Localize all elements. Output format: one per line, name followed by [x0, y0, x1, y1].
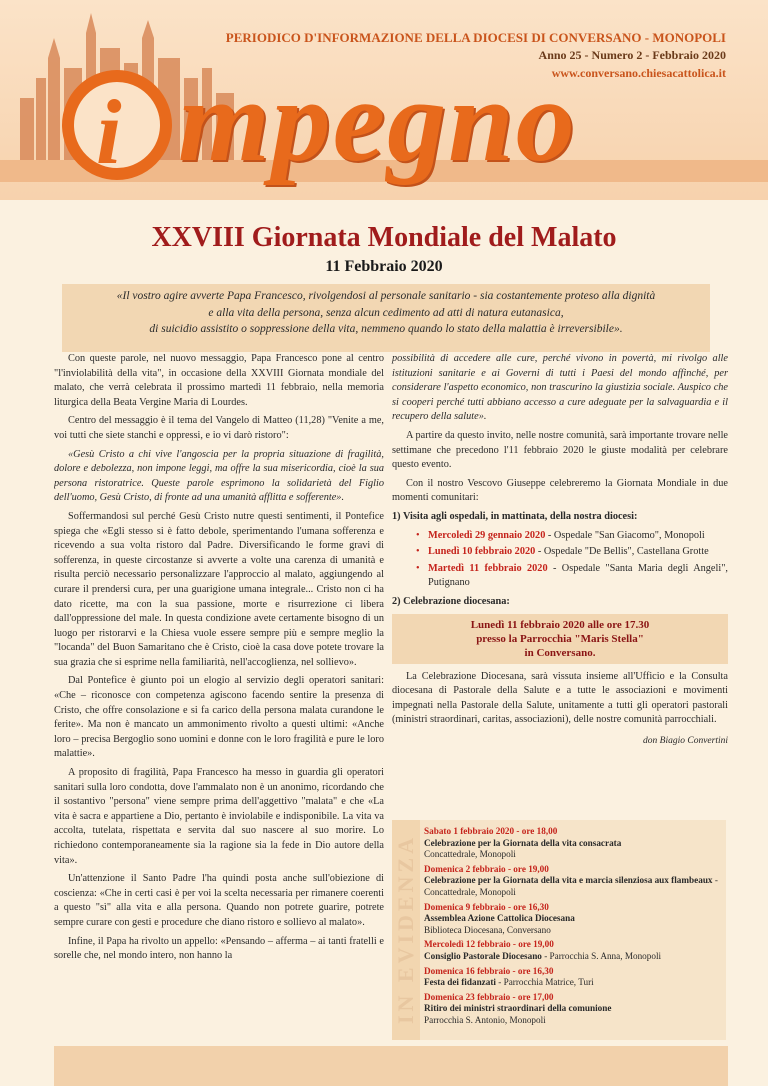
paragraph: Soffermandosi sul perché Gesù Cristo nutre questi sentimenti, il Pontefice spiega che «Egli stesso si è fatto debole, sperimentando l'umana sofferenza e ricevendo a sua volta ristoro dal Padre. Diversificando le forme gravi di sofferenza, in queste circostanze si avverte a volte una carenza di umanità e risulta perciò necessario personalizzare l'approccio al malato, aggiungendo al curare il prendersi cura, per una guarigione umana integrale... Cristo non ci ha dato ricette, ma con la sua passione, morte e risurrezione ci libera dall'oppressione del male. In questa condizione avete certamente bisogno di un luogo per ristorarvi e la Chiesa vuole essere sempre più e sempre meglio la "locanda" del Buon Samaritano che è Cristo, cioè la casa dove potete trovare la sua grazia che si esprime nella familiarità, nell'accoglienza, nel sollievo». — [54, 510, 384, 668]
visit-date: Mercoledì 29 gennaio 2020 — [428, 529, 546, 541]
in-evidenza-box — [392, 820, 726, 1040]
website-link[interactable]: www.conversano.chiesacattolica.it — [551, 66, 726, 80]
footer-band — [54, 1046, 728, 1086]
pull-quote — [62, 284, 710, 352]
event-item — [424, 864, 722, 899]
event-date: Sabato 1 febbraio 2020 - ore 18,00 — [424, 826, 558, 836]
celebration-line: Lunedì 11 febbraio 2020 alle ore 17.30 — [470, 618, 650, 631]
event-title: Festa dei fidanzati — [424, 977, 496, 988]
event-place: - Parrocchia S. Anna, Monopoli — [541, 950, 662, 961]
list-item — [392, 529, 728, 544]
author-signature: don Biagio Convertini — [643, 735, 728, 746]
quote-line: di suicidio assistito o soppressione della vita, nemmeno quando lo stato della malattia è irreversibile». — [149, 323, 623, 335]
right-column — [392, 352, 728, 748]
celebration-box — [392, 614, 728, 664]
event-title: Celebrazione per la Giornata della vita consacrata — [424, 837, 622, 848]
event-date: Domenica 16 febbraio - ore 16,30 — [424, 965, 554, 976]
event-place: - Parrocchia Matrice, Turi — [495, 977, 594, 988]
event-title: Assemblea Azione Cattolica Diocesana — [424, 913, 575, 924]
event-date: Domenica 23 febbraio - ore 17,00 — [424, 991, 554, 1002]
event-date: Domenica 9 febbraio - ore 16,30 — [424, 901, 549, 912]
event-title: Consiglio Pastorale Diocesano — [424, 950, 542, 961]
celebration-line: presso la Parrocchia "Maris Stella" — [476, 632, 644, 645]
list-item — [392, 562, 728, 591]
visit-place: - Ospedale "Santa Maria degli Angeli", Putignano — [428, 562, 728, 589]
paragraph: Infine, il Papa ha rivolto un appello: «Pensando – afferma – ai tanti fratelli e sorelle che, nel mondo intero, non hanno la — [54, 935, 384, 962]
left-column — [54, 352, 384, 1042]
event-date: Mercoledì 12 febbraio - ore 19,00 — [424, 939, 554, 950]
paragraph: Dal Pontefice è giunto poi un elogio al servizio degli operatori sanitari: «Che – riconosce con competenza agiscono facendo sentire la presenza di Cristo, che offre consolazione e si fa carico della persona malata curandone le ferite». Ma non è mancato un ammonimento rivolto a questi ultimi: «Anche loro – precisa Bergoglio sono uomini e donne con le loro fragilità e pure le loro malattie». — [54, 675, 384, 760]
celebration-heading: 2) Celebrazione diocesana: — [392, 595, 510, 607]
logo-letter: i — [96, 81, 122, 183]
event-item — [424, 966, 722, 989]
event-item — [424, 902, 722, 937]
event-place: - Concattedrale, Monopoli — [424, 875, 718, 897]
event-title: Celebrazione per la Giornata della vita e marcia silenziosa aux flambeaux — [424, 875, 713, 886]
periodical-subtitle: PERIODICO D'INFORMAZIONE DELLA DIOCESI DI CONVERSANO - MONOPOLI — [225, 30, 726, 45]
paragraph: Con queste parole, nel nuovo messaggio, Papa Francesco pone al centro "l'inviolabilità della vita", in occasione della XXVIII Giornata mondiale del malato, che verrà celebrata il prossimo martedì 11 febbraio, nella memoria liturgica della Beata Vergine Maria di Lourdes. — [54, 353, 384, 408]
hospital-visits-list — [392, 529, 728, 591]
visit-date: Lunedì 10 febbraio 2020 — [428, 546, 536, 558]
visit-place: - Ospedale "San Giacomo", Monopoli — [545, 529, 705, 541]
event-title: Ritiro dei ministri straordinari della comunione — [424, 1003, 612, 1014]
visit-place: - Ospedale "De Bellis", Castellana Grotte — [535, 546, 709, 558]
list-item — [392, 545, 728, 560]
paragraph: Centro del messaggio è il tema del Vangelo di Matteo (11,28) "Venite a me, voi tutti che siete stanchi e oppressi, e io vi darò ristoro": — [54, 415, 384, 441]
masthead-title: mpegno — [178, 55, 577, 186]
in-evidenza-label: IN EVIDENZA — [393, 833, 418, 1025]
quote-line: «Il vostro agire avverte Papa Francesco, rivolgendosi al personale sanitario - sia costantemente proteso alla dignità — [116, 290, 656, 302]
event-place: Parrocchia S. Antonio, Monopoli — [424, 1014, 546, 1025]
paragraph: possibilità di accedere alle cure, perché vivono in povertà, mi rivolgo alle istituzioni sanitarie e ai Governi di tutti i Paesi del mondo affinché, per considerare l'aspetto economico, non trascurino la giustizia sociale. Auspico che si cooperi perché tutti abbiano accesso a cure adeguate per la salvaguardia e il recupero della salute». — [392, 353, 728, 423]
events-list — [424, 826, 722, 1030]
paragraph: «Gesù Cristo a chi vive l'angoscia per la propria situazione di fragilità, dolore e debolezza, non impone leggi, ma offre la sua misericordia, cioè la sua persona ristoratrice. Queste parole esprimono la solidarietà del Figlio dell'uomo, Gesù Cristo, di fronte ad una umanità afflitta e sofferente». — [54, 448, 384, 504]
quote-line: e alla vita della persona, senza alcun cedimento ad atti di natura eutanasica, — [208, 306, 564, 319]
paragraph: A partire da questo invito, nelle nostre comunità, sarà importante trovare nelle settimane che precedono l'11 febbraio 2020 le giuste modalità per celebrare questo evento. — [392, 429, 728, 471]
paragraph: A proposito di fragilità, Papa Francesco ha messo in guardia gli operatori sanitari sulla loro condotta, dove l'ammalato non è un anonimo, ricordando che il sostantivo "persona" viene sempre prima dell'aggettivo "malata" e che «La vita è sacra e appartiene a Dio, pertanto è inviolabile e indisponibile. La vita va accolta, tutelata, rispettata e servita dal suo nascere al suo morire. Lo richiedono contemporaneamente sia la ragione sia la fede in Dio autore della vita». — [54, 767, 384, 866]
event-item — [424, 992, 722, 1027]
article-date: 11 Febbraio 2020 — [325, 258, 443, 275]
event-item — [424, 939, 722, 962]
visits-heading: 1) Visita agli ospedali, in mattinata, della nostra diocesi: — [392, 510, 638, 522]
in-evidenza-sidebar — [392, 820, 420, 1040]
event-place: Biblioteca Diocesana, Conversano — [424, 924, 551, 935]
masthead-area — [0, 0, 768, 200]
event-place: Concattedrale, Monopoli — [424, 849, 516, 860]
celebration-line: in Conversano. — [524, 646, 596, 659]
issue-info: Anno 25 - Numero 2 - Febbraio 2020 — [538, 48, 726, 62]
paragraph: Con il nostro Vescovo Giuseppe celebreremo la Giornata Mondiale in due momenti comunitari: — [392, 477, 728, 504]
event-date: Domenica 2 febbraio - ore 19,00 — [424, 863, 549, 874]
visit-date: Martedì 11 febbraio 2020 — [428, 562, 548, 574]
article-title: XXVIII Giornata Mondiale del Malato — [151, 222, 617, 253]
paragraph: La Celebrazione Diocesana, sarà vissuta insieme all'Ufficio e la Consulta diocesana di Pastorale della Salute e a tutte le associazioni e movimenti impegnati nella Pastorale della Salute, unitamente a tutti gli operatori pastorali (ministri straordinari, caritas, associazioni), delle nostre comunità parrocchiali. — [392, 670, 728, 726]
event-item — [424, 826, 722, 861]
paragraph: Un'attenzione il Santo Padre l'ha quindi posta anche sull'obiezione di coscienza: «Che in certi casi è per voi la scelta necessaria per rimanere coerenti a questo "sì" alla vita e alla persona. Quando non potrete guarire, potrete sempre curare con gesti e procedure che diano ristoro e sollievo al malato». — [54, 873, 384, 928]
